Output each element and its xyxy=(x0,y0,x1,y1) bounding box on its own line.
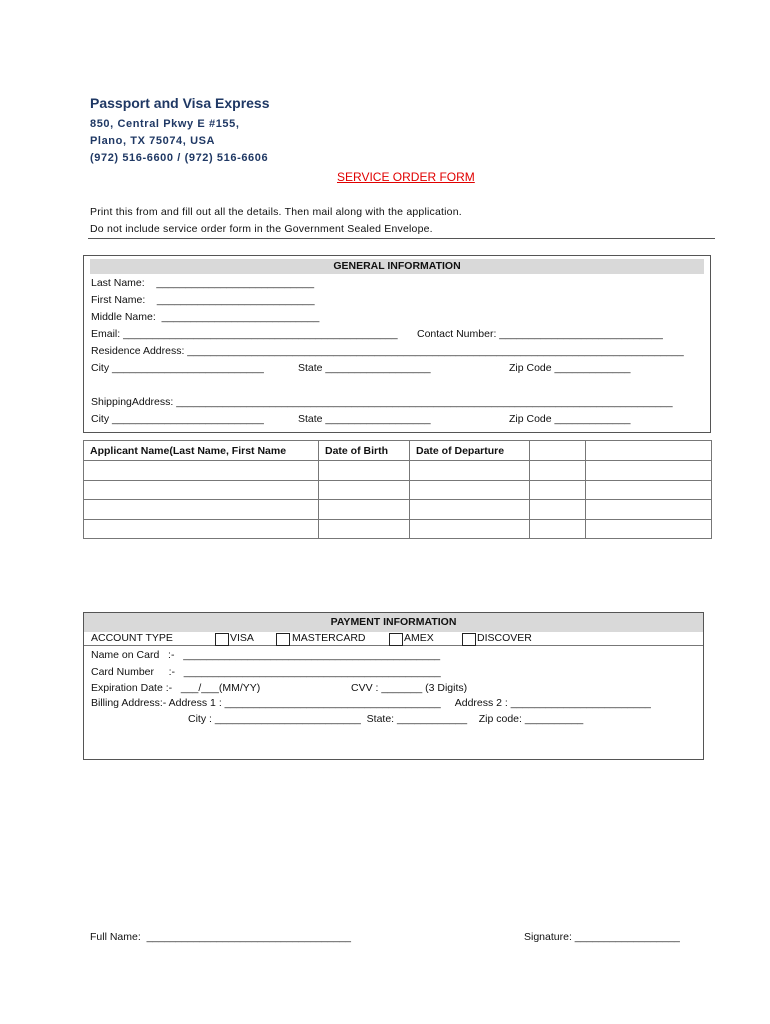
mastercard-checkbox[interactable] xyxy=(276,633,290,646)
table-cell[interactable] xyxy=(319,461,410,481)
amex-label: AMEX xyxy=(404,632,434,644)
residence-city-field[interactable]: City __________________________ xyxy=(91,362,264,374)
instruction-line-1: Print this from and fill out all the details. Then mail along with the application. xyxy=(90,206,462,218)
table-cell[interactable] xyxy=(530,519,586,539)
table-cell[interactable] xyxy=(84,500,319,520)
email-field[interactable]: Email: _______________________________________________ xyxy=(91,328,398,340)
table-cell[interactable] xyxy=(586,519,712,539)
table-cell[interactable] xyxy=(530,480,586,500)
table-header-row xyxy=(84,441,712,461)
billing-address-field[interactable]: Billing Address:- Address 1 : _____________________________________ Address 2 : ________________________ xyxy=(91,697,651,709)
general-information-box xyxy=(83,255,711,433)
account-type-label: ACCOUNT TYPE xyxy=(91,632,173,644)
column-header-blank-1 xyxy=(530,441,586,461)
shipping-address-field[interactable]: ShippingAddress: _____________________________________________________________________________________ xyxy=(91,396,673,408)
table-cell[interactable] xyxy=(84,519,319,539)
column-header-date-of-departure: Date of Departure xyxy=(410,441,530,461)
general-information-heading: GENERAL INFORMATION xyxy=(90,259,704,274)
table-cell[interactable] xyxy=(410,461,530,481)
applicants-table xyxy=(83,440,712,539)
expiration-date-field[interactable]: Expiration Date :- ___/___(MM/YY) xyxy=(91,682,261,694)
middle-name-field[interactable]: Middle Name: ___________________________ xyxy=(91,311,320,323)
visa-checkbox[interactable] xyxy=(215,633,229,646)
shipping-state-field[interactable]: State __________________ xyxy=(298,413,431,425)
column-header-date-of-birth: Date of Birth xyxy=(319,441,410,461)
residence-address-field[interactable]: Residence Address: _____________________________________________________________________________________ xyxy=(91,345,684,357)
company-name: Passport and Visa Express xyxy=(90,95,270,111)
table-cell[interactable] xyxy=(530,500,586,520)
address-line-2: Plano, TX 75074, USA xyxy=(90,135,216,147)
discover-checkbox[interactable] xyxy=(462,633,476,646)
contact-number-field[interactable]: Contact Number: ____________________________ xyxy=(417,328,663,340)
table-row xyxy=(84,480,712,500)
table-cell[interactable] xyxy=(319,519,410,539)
instruction-line-2: Do not include service order form in the Government Sealed Envelope. xyxy=(90,223,433,235)
billing-city-state-zip-field[interactable]: City : _________________________ State: ____________ Zip code: __________ xyxy=(188,713,584,725)
table-cell[interactable] xyxy=(84,461,319,481)
table-cell[interactable] xyxy=(84,480,319,500)
cvv-field[interactable]: CVV : _______ (3 Digits) xyxy=(351,682,468,694)
amex-checkbox[interactable] xyxy=(389,633,403,646)
column-header-blank-2 xyxy=(586,441,712,461)
residence-state-field[interactable]: State __________________ xyxy=(298,362,431,374)
table-cell[interactable] xyxy=(586,500,712,520)
table-row xyxy=(84,500,712,520)
signature-field[interactable]: Signature: __________________ xyxy=(524,931,680,943)
shipping-zip-field[interactable]: Zip Code _____________ xyxy=(509,413,631,425)
table-cell[interactable] xyxy=(530,461,586,481)
table-cell[interactable] xyxy=(586,461,712,481)
table-cell[interactable] xyxy=(410,519,530,539)
table-cell[interactable] xyxy=(586,480,712,500)
table-cell[interactable] xyxy=(319,500,410,520)
last-name-field[interactable]: Last Name: ___________________________ xyxy=(91,277,315,289)
mastercard-label: MASTERCARD xyxy=(292,632,366,644)
table-row xyxy=(84,461,712,481)
full-name-field[interactable]: Full Name: ___________________________________ xyxy=(90,931,351,943)
payment-information-heading: PAYMENT INFORMATION xyxy=(84,613,703,632)
table-cell[interactable] xyxy=(410,480,530,500)
discover-label: DISCOVER xyxy=(477,632,532,644)
first-name-field[interactable]: First Name: ___________________________ xyxy=(91,294,315,306)
form-title: SERVICE ORDER FORM xyxy=(337,170,475,184)
table-cell[interactable] xyxy=(410,500,530,520)
address-line-1: 850, Central Pkwy E #155, xyxy=(90,118,240,130)
card-number-field[interactable]: Card Number :- ____________________________________________ xyxy=(91,666,441,678)
shipping-city-field[interactable]: City __________________________ xyxy=(91,413,264,425)
column-header-applicant-name: Applicant Name(Last Name, First Name xyxy=(84,441,319,461)
table-cell[interactable] xyxy=(319,480,410,500)
table-row xyxy=(84,519,712,539)
header-divider xyxy=(88,238,715,239)
name-on-card-field[interactable]: Name on Card :- ____________________________________________ xyxy=(91,649,441,661)
residence-zip-field[interactable]: Zip Code _____________ xyxy=(509,362,631,374)
payment-information-box xyxy=(83,612,704,760)
visa-label: VISA xyxy=(230,632,254,644)
phone-numbers: (972) 516-6600 / (972) 516-6606 xyxy=(90,152,269,164)
